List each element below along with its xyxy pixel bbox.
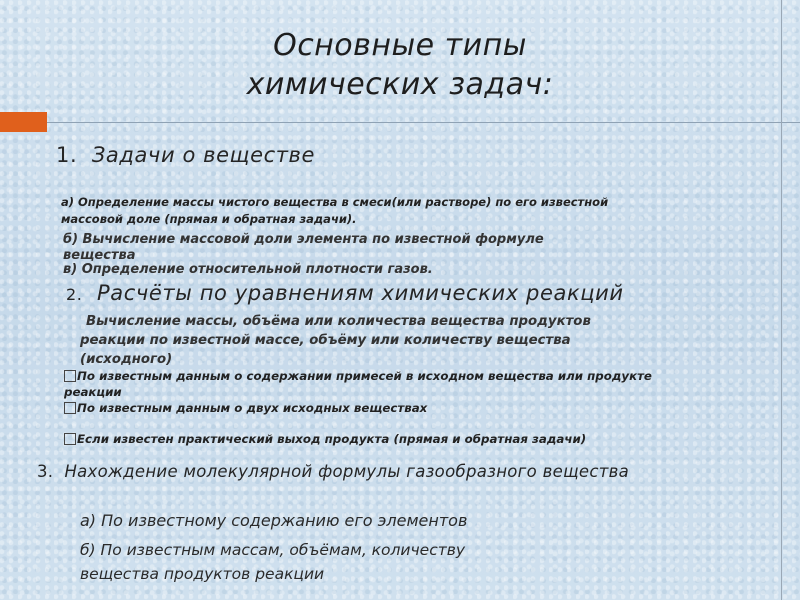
bullet-glyph-icon	[64, 370, 76, 382]
section3-item-b-line1: б) По известным массам, объёмам, количеству	[80, 541, 466, 559]
section2-desc-line1: Вычисление массы, объёма или количества вещества продуктов	[86, 314, 591, 329]
section1-item-a-line2: массовой доле (прямая и обратная задачи).	[61, 212, 357, 226]
bullet-glyph-icon	[64, 402, 76, 414]
section1-heading	[56, 143, 315, 167]
section1-number: 1.	[56, 143, 78, 167]
section2-desc-line2: реакции по известной массе, объёму или количеству вещества	[80, 333, 571, 348]
section3-item-b-line2: вещества продуктов реакции	[80, 565, 325, 583]
section2-bullet1-line2: реакции	[64, 385, 122, 399]
section2-bullet2-text: По известным данным о двух исходных веществах	[77, 401, 428, 415]
section2-heading-text: Расчёты по уравнениям химических реакций	[97, 281, 624, 305]
right-edge-line	[781, 0, 782, 600]
section3-number: 3.	[37, 462, 54, 481]
section3-item-a: а) По известному содержанию его элементов	[80, 511, 468, 530]
section2-bullet1	[64, 369, 652, 383]
section1-item-c: в) Определение относительной плотности газов.	[63, 262, 433, 277]
accent-bar	[0, 112, 47, 132]
section3-heading-text: Нахождение молекулярной формулы газообразного вещества	[64, 462, 630, 481]
section2-bullet3	[64, 432, 586, 446]
title-rule	[0, 122, 800, 123]
section2-bullet3-text: Если известен практический выход продукта (прямая и обратная задачи)	[77, 432, 587, 446]
slide-title-line2: химических задач:	[246, 67, 554, 102]
section2-desc-line3: (исходного)	[80, 352, 173, 367]
section1-item-a-line1: а) Определение массы чистого вещества в смеси(или растворе) по его известной	[61, 195, 609, 209]
slide-title-line1: Основные типы	[273, 28, 527, 63]
section2-heading	[66, 281, 624, 305]
section1-heading-text: Задачи о веществе	[91, 143, 316, 167]
section2-bullet2	[64, 401, 427, 415]
bullet-glyph-icon	[64, 433, 76, 445]
slide-title	[0, 26, 800, 104]
section2-number: 2.	[66, 285, 83, 304]
section3-heading	[37, 462, 629, 481]
section1-item-b-line2: вещества	[63, 248, 136, 263]
section2-bullet1-line1: По известным данным о содержании примесей в исходном вещества или продукте	[77, 369, 652, 383]
section1-item-b-line1: б) Вычисление массовой доли элемента по известной формуле	[63, 232, 544, 247]
